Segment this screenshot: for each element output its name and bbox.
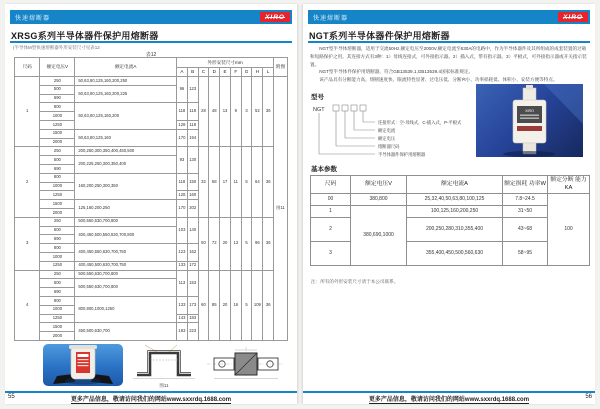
table-row	[311, 194, 590, 206]
table-cell: 173	[187, 296, 198, 314]
table-cell: 9	[230, 77, 241, 147]
table-cell: 800	[40, 296, 75, 305]
table-cell: 150	[187, 173, 198, 191]
table-row	[15, 217, 288, 226]
model-label-connection: 连接形式：空-母线式，C-插入式，P-平板式	[378, 120, 462, 125]
table-cell: 50,63,80,125,160,200	[75, 103, 177, 129]
table-cell: 3	[311, 242, 351, 266]
footer-website-link[interactable]: 更多产品信息，敬请访问我们的网站www.sxxrdq.1688.com	[70, 397, 232, 403]
brand-logo: XIRO	[260, 12, 290, 22]
table-cell: 500	[40, 226, 75, 235]
table-cell: 43~68	[503, 218, 548, 242]
title-rule	[10, 41, 292, 43]
table-cell: 400,450,500,630,700,750	[75, 261, 177, 270]
table-cell: 160	[187, 191, 198, 200]
footer	[303, 394, 595, 404]
table-cell: 28	[198, 77, 209, 147]
table-cell: B	[187, 67, 198, 77]
table-cell: 128	[177, 191, 188, 200]
table-cell: 1250	[40, 191, 75, 200]
table-caption: 表12	[145, 51, 157, 58]
table-cell: 2	[311, 218, 351, 242]
model-prefix: NGT	[313, 107, 325, 113]
table-cell: 1500	[40, 323, 75, 332]
table-cell: 140	[187, 217, 198, 243]
table-cell: 64	[252, 147, 263, 217]
table-cell: 3	[241, 77, 252, 147]
table-cell: 250	[40, 270, 75, 279]
table-cell: 133	[177, 296, 188, 314]
table-cell: 图11	[274, 77, 288, 341]
footer	[5, 394, 297, 404]
table-cell: 125,160,200,250	[75, 200, 177, 218]
table-cell: 133	[177, 261, 188, 270]
dimensions-table-body	[15, 77, 288, 341]
fuse-photo	[43, 344, 123, 386]
model-label-category: 半导体器件保护用熔断器	[378, 152, 426, 157]
page-number: 55	[8, 394, 15, 400]
table-cell: 172	[187, 261, 198, 270]
table-cell: 额定电流A	[75, 58, 177, 77]
table-cell: 1500	[40, 129, 75, 138]
table-cell: 36	[263, 147, 274, 217]
figure-11-caption: 图11	[159, 383, 169, 388]
header-bar	[10, 10, 292, 24]
table-cell: 250	[40, 147, 75, 156]
table-cell: 60	[198, 270, 209, 340]
table-cell: 2000	[40, 138, 75, 147]
table-cell: L	[263, 67, 274, 77]
dimensions-table	[14, 57, 288, 341]
table-cell: 500	[40, 279, 75, 288]
table-cell: 尺码	[311, 176, 351, 194]
page-number: 56	[585, 394, 592, 400]
table-cell: 170	[177, 200, 188, 218]
header-bar-label: 快速熔断器	[313, 15, 349, 22]
ngt-fuse-drawing	[476, 84, 583, 157]
table-cell: 690	[40, 235, 75, 244]
table-cell: 93	[177, 147, 188, 173]
table-cell: 1500	[40, 200, 75, 209]
header-bar	[308, 10, 590, 24]
table-cell: 36	[263, 270, 274, 340]
table-cell: 96	[177, 77, 188, 103]
table-cell: 162	[187, 244, 198, 262]
figure-11	[131, 342, 197, 388]
table-cell: 355,400,450,500,560,630	[407, 242, 503, 266]
page-right	[303, 4, 595, 404]
header-bar-label: 快速熔断器	[15, 15, 51, 22]
table-cell: 1000	[40, 305, 75, 314]
table-cell: 1000	[40, 182, 75, 191]
table-cell: 450,500,630,700	[75, 323, 177, 341]
table-cell: 1	[311, 206, 351, 218]
table-cell: 36	[263, 77, 274, 147]
title-rule	[308, 41, 590, 43]
table-cell: 250	[40, 77, 75, 86]
table-cell: 48	[209, 77, 220, 147]
table-cell: 128	[177, 120, 188, 129]
table-cell: 153	[187, 270, 198, 296]
table-cell: 50,63,80,125,160,200,225	[75, 85, 177, 103]
table-cell: 尺码	[15, 58, 40, 77]
table-cell: 50	[198, 217, 209, 270]
table-cell: 500,550,630,700,800	[75, 217, 177, 226]
table-cell: 183	[187, 314, 198, 323]
table-cell: 13	[230, 217, 241, 270]
model-section-title: 型号	[311, 94, 324, 101]
table-cell: 5	[241, 217, 252, 270]
table-cell: 13	[220, 77, 231, 147]
table-cell: D	[209, 67, 220, 77]
table-row	[15, 58, 288, 68]
table-cell: 1250	[40, 314, 75, 323]
table-cell: 202	[187, 200, 198, 218]
fuse-outline-drawing	[205, 345, 287, 383]
table-cell: 额定电压V	[40, 58, 75, 77]
table-cell: 2000	[40, 208, 75, 217]
table-row	[15, 77, 288, 86]
table-cell: 500	[40, 85, 75, 94]
bracket-drawing	[131, 342, 197, 380]
table-cell: 36	[263, 217, 274, 270]
table-cell: 72	[209, 217, 220, 270]
table-cell: 50,63,80,125,160,200,250	[75, 77, 177, 86]
table-cell: 800	[40, 244, 75, 253]
table-cell: G	[241, 67, 252, 77]
table-cell: 额定电流A	[407, 176, 503, 194]
table-cell: 118	[187, 120, 198, 129]
table-cell: 170	[177, 129, 188, 147]
table-cell: 58	[209, 147, 220, 217]
table-cell: 118	[187, 103, 198, 121]
table-cell: 800	[40, 103, 75, 112]
table-cell: 5	[241, 270, 252, 340]
page-subtitle: (半导体M型快速熔断器外形安装尺寸见表12	[13, 45, 100, 50]
table-cell: 7.8~24.5	[503, 194, 548, 206]
table-cell: 1250	[40, 120, 75, 129]
table-cell: 500,550,630,700,800	[75, 279, 177, 297]
table-cell: 690	[40, 94, 75, 103]
table-cell: 50,63,80,125,160	[75, 129, 177, 147]
basic-parameters-table	[310, 175, 590, 266]
table-cell: 11	[230, 147, 241, 217]
table-cell: 25,32,40,50,63,80,100,125	[407, 194, 503, 206]
model-code-diagram	[311, 100, 479, 164]
table-cell: 123	[177, 244, 188, 262]
table-cell: 380,800	[351, 194, 407, 206]
table-cell: 4	[15, 270, 40, 340]
intro-paragraph: 该产品具有分断能力高、熔断速度快、限流特性显著、过电压低、分断I²t小、功率损耗低、体积小、安装方便等特点。	[319, 77, 558, 83]
model-label-voltage: 额定电压	[378, 136, 396, 141]
table-cell: 118	[177, 103, 188, 121]
table-cell: 额定损耗 功率W	[503, 176, 548, 194]
table-cell: 100,125,160,200,250	[407, 206, 503, 218]
ngt-fuse-photo	[476, 84, 583, 157]
table-cell: 20	[220, 270, 231, 340]
basic-parameters-body	[311, 194, 590, 266]
table-cell: 200,250,300,350,400,450,500	[75, 147, 177, 156]
table-cell: 额定电压V	[351, 176, 407, 194]
table-row	[311, 176, 590, 194]
table-cell: 194	[187, 129, 198, 147]
page-left	[5, 4, 297, 404]
table-cell: 130	[187, 147, 198, 173]
table-cell: 800,900,1000,1250	[75, 296, 177, 322]
table-cell: 500,550,630,700,800	[75, 270, 177, 279]
table-cell: A	[177, 67, 188, 77]
table-cell: 223	[187, 323, 198, 341]
table-cell: 113	[177, 270, 188, 296]
table-cell: 额定分断 能力KA	[548, 176, 590, 194]
table-cell: 123	[187, 77, 198, 103]
dimensions-table-head	[15, 58, 288, 77]
table-cell: 100	[548, 194, 590, 266]
table-cell: 143	[177, 314, 188, 323]
table-cell: 附图	[274, 58, 288, 77]
table-cell: 200,225,250,300,350,400	[75, 156, 177, 174]
model-label-current: 额定电流	[378, 128, 396, 133]
brand-logo: XIRO	[558, 12, 588, 22]
model-label-size: 熔断器尺码	[378, 144, 400, 149]
page-title: NGT系列半导体器件保护用熔断器	[309, 31, 450, 41]
table-cell: 2	[15, 147, 40, 217]
table-cell: F	[230, 67, 241, 77]
params-section-title: 基本参数	[311, 166, 337, 173]
table-cell: 52	[252, 77, 263, 147]
table-cell: 200,250,280,310,355,400	[407, 218, 503, 242]
table-cell: E	[220, 67, 231, 77]
table-cell: 800	[40, 173, 75, 182]
page-title: XRSG系列半导体器件保护用熔断器	[11, 31, 159, 41]
basic-parameters-head	[311, 176, 590, 194]
table-cell: 17	[220, 147, 231, 217]
table-cell: 400,450,550,630,700,750	[75, 244, 177, 262]
footer-rule	[5, 391, 297, 393]
table-cell: 96	[252, 217, 263, 270]
outline-drawing	[205, 345, 287, 383]
fuse-photo-drawing	[43, 344, 123, 386]
table-cell: H	[252, 67, 263, 77]
table-cell: 1250	[40, 261, 75, 270]
fuse-label-brand: XIRO	[525, 109, 534, 113]
intro-paragraph: NGT型半导体件保护用熔断器，符合GB13539.1,GB13539.4国家标准规定。	[319, 69, 474, 75]
intro-paragraph: NGT型半导体熔断器，适用于交流50Hz,额定电压至2000V,额定电流至630A的电路中，作为半导体器件及其所组成的成套装置的过载和短路保护之用。其连接方式有3种：1）母线连接式，可外接指示器。2）插入式，带有指示器。3）平板式，可外接指示器或开关指示装置。	[310, 46, 587, 67]
table-cell: 250	[40, 217, 75, 226]
table-cell: 58~95	[503, 242, 548, 266]
table-cell: 380,690,1000	[351, 206, 407, 266]
table-cell: 690	[40, 164, 75, 173]
table-cell: 160,200,250,300,350	[75, 173, 177, 199]
table-cell: 1000	[40, 112, 75, 121]
table-cell: 400,450,500,550,630,700,800	[75, 226, 177, 244]
table-cell: 20	[220, 217, 231, 270]
table-cell: C	[198, 67, 209, 77]
footer-website-link[interactable]: 更多产品信息，敬请访问我们的网站www.sxxrdq.1688.com	[368, 397, 530, 403]
table-cell: 500	[40, 156, 75, 165]
table-cell: 1	[15, 77, 40, 147]
table-cell: 00	[311, 194, 351, 206]
table-cell: 183	[177, 323, 188, 341]
table-cell: 690	[40, 288, 75, 297]
table-cell: 1000	[40, 252, 75, 261]
table-cell: 109	[252, 270, 263, 340]
table-cell: 31~50	[503, 206, 548, 218]
table-cell: 32	[198, 147, 209, 217]
table-cell: 16	[230, 270, 241, 340]
table-note: 注：所有的外形安装尺寸请于本公司联系。	[311, 279, 399, 284]
table-cell: 2000	[40, 332, 75, 341]
table-cell: 85	[209, 270, 220, 340]
table-cell: 5	[241, 147, 252, 217]
table-row	[15, 270, 288, 279]
table-cell: 3	[15, 217, 40, 270]
footer-rule	[303, 391, 595, 393]
table-cell: 外形安装尺寸mm	[177, 58, 274, 68]
table-cell: 118	[177, 173, 188, 191]
intro-text	[310, 45, 589, 84]
table-row	[15, 147, 288, 156]
table-cell: 103	[177, 217, 188, 243]
